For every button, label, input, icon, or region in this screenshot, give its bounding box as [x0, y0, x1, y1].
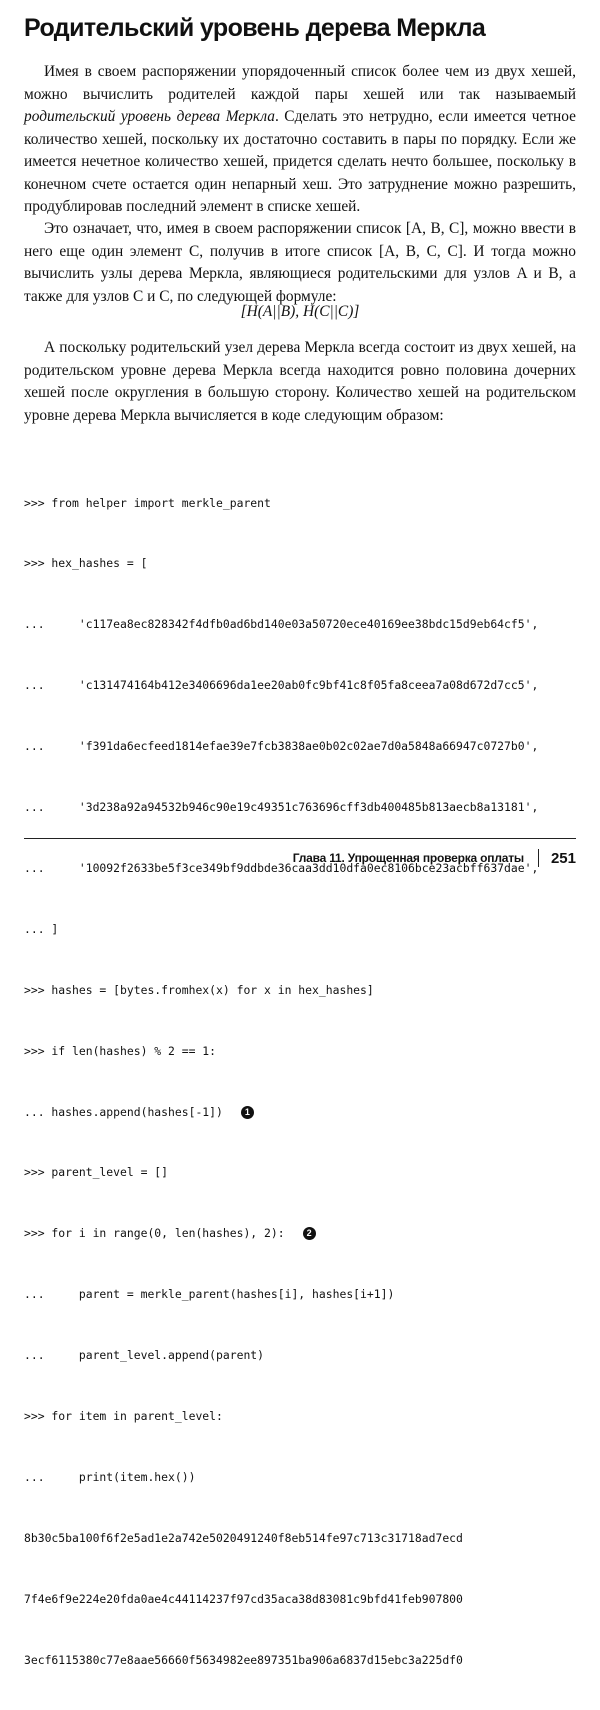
chapter-title: Глава 11. Упрощенная проверка оплаты [292, 851, 524, 865]
code-line-with-callout-1 [24, 1102, 584, 1122]
page-number: 251 [550, 849, 576, 867]
code-line-text: ... hashes.append(hashes[-1]) [24, 1104, 223, 1119]
code-output-line: 7f4e6f9e224e20fda0ae4c44114237f97cd35aca38d83081c9bfd41feb907800 [24, 1591, 463, 1606]
code-line: ... 'c117ea8ec828342f4dfb0ad6bd140e03a50720ece40169ee38bdc15d9eb64cf5', [24, 617, 539, 632]
code-line: >>> parent_level = [] [24, 1165, 169, 1180]
code-line: ... parent = merkle_parent(hashes[i], hashes[i+1]) [24, 1287, 395, 1302]
formula: [H(A||B), H(C||C)] [240, 303, 360, 320]
code-listing [24, 452, 584, 1710]
code-line: ... parent_level.append(parent) [24, 1348, 265, 1363]
code-output-line: 3ecf6115380c77e8aae56660f5634982ee897351ba906a6837d15ebc3a225df0 [24, 1652, 463, 1667]
code-line: ... 'f391da6ecfeed1814efae39e7fcb3838ae0b02c02ae7d0a5848a66947c0727b0', [24, 739, 539, 754]
code-line: ... 'c131474164b412e3406696da1ee20ab0fc9bf41c8f05fa8ceea7a08d672d7cc5', [24, 678, 539, 693]
code-line: ... ] [24, 921, 59, 936]
paragraph-1-after: . Сделать это нетрудно, если имеется четное количество хешей, поскольку их достаточно составить в пары по порядку. Если же имеется нечетное количество хешей, придется сделать нечто большее, поскольку в конечном счете остается один непарный хеш. Это затруднение можно разрешить, продублировав последний элемент в списке хешей. [24, 108, 576, 215]
callout-1-icon: 1 [241, 1106, 254, 1119]
section-heading: Родительский уровень дерева Меркла [24, 14, 486, 42]
code-line: ... '10092f2633be5f3ce349bf9ddbde36caa3dd10dfa0ec8106bce23acbff637dae', [24, 860, 539, 875]
callout-2-icon: 2 [303, 1227, 316, 1240]
paragraph-3: А поскольку родительский узел дерева Меркла всегда состоит из двух хешей, на родительском уровне дерева Меркла всегда находится ровно половина дочерних хешей после округления в большую сторону. Количество хешей на родительском уровне дерева Меркла вычисляется в коде следующим образом: [24, 339, 576, 424]
paragraph-1 [24, 61, 576, 219]
code-line: ... print(item.hex()) [24, 1469, 196, 1484]
paragraph-1-before: Имея в своем распоряжении упорядоченный список более чем из двух хешей, можно вычислить родителей каждой пары хешей или так называемый [24, 63, 576, 103]
code-line-with-callout-2 [24, 1223, 584, 1243]
footer-separator [538, 849, 539, 867]
paragraph-1-term: родительский уровень дерева Меркла [24, 108, 275, 125]
code-line: >>> for item in parent_level: [24, 1408, 223, 1423]
code-line: >>> hex_hashes = [ [24, 556, 148, 571]
paragraph-2: Это означает, что, имея в своем распоряжении список [A, B, C], можно ввести в него еще один элемент C, получив в итоге список [A, B, C, C]. И тогда можно вычислить узлы дерева Меркла, являющиеся родительскими для узлов A и B, а также для узлов C и C, по следующей формуле: [24, 220, 576, 305]
page-footer [293, 846, 576, 870]
footer-divider [24, 838, 576, 839]
code-line: ... '3d238a92a94532b946c90e19c49351c763696cff3db400485b813aecb8a13181', [24, 800, 539, 815]
code-line: >>> hashes = [bytes.fromhex(x) for x in hex_hashes] [24, 982, 374, 997]
code-line-text: >>> for i in range(0, len(hashes), 2): [24, 1226, 285, 1241]
code-line: >>> from helper import merkle_parent [24, 495, 271, 510]
code-output-line: 8b30c5ba100f6f2e5ad1e2a742e5020491240f8eb514fe97c713c31718ad7ecd [24, 1530, 463, 1545]
code-line: >>> if len(hashes) % 2 == 1: [24, 1043, 217, 1058]
